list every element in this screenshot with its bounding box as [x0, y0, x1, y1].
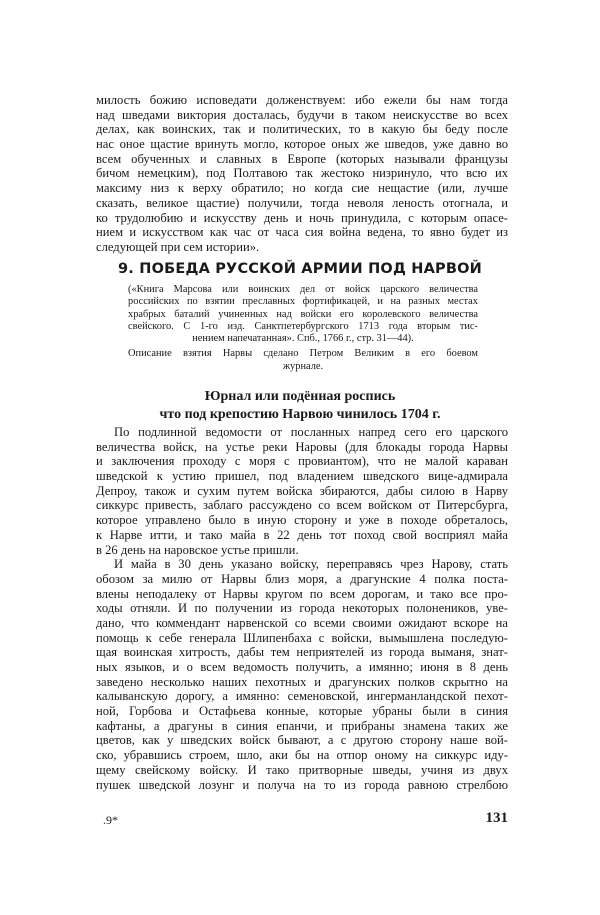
text-line: цветов, как у шведских войск бывают, а с другою сторону наше вой-: [96, 733, 508, 748]
text-line: нас оное щастие вринуть могло, которое оных же шведов, уже давно во: [96, 137, 508, 152]
text-line: над шведами виктория досталась, будучи в таком неискусстве во всех: [96, 107, 508, 122]
top-paragraph: [96, 93, 508, 255]
text-line: пушек шведской лозунг и получа на то из города равною стрелбою: [96, 777, 508, 792]
text-line: ной, Горбова и Остафьева конные, которые убраны были в синия: [96, 704, 508, 719]
text-line: ко трудолюбию и искусству день и ночь принудила, с которым опасе-: [96, 210, 508, 225]
text-line: помощь к себе генерала Шлипенбаха с войски, вымышлена последую-: [96, 630, 508, 645]
citation-line: российских по взятии преславных фортификацей, и на разных местах: [128, 296, 478, 308]
section-heading: 9. ПОБЕДА РУССКОЙ АРМИИ ПОД НАРВОЙ: [117, 261, 483, 277]
text-line: ходы отняли. И по получении из города некоторых полонеников, уве-: [96, 601, 508, 616]
text-line: шведской к устию пришел, под владением шведского вице-адмирала: [96, 469, 508, 484]
text-line: ных языков, и о всем ведомость получить, а имянно; июня в 8 день: [96, 660, 508, 674]
text-line: заведено несколько наших пехотных и драгунских полков скрытно на: [96, 674, 508, 689]
note-line: Описание взятия Нарвы сделано Петром Великим в его боевом: [128, 348, 478, 360]
subheading-line: что под крепостию Нарвою чинилось 1704 г.: [159, 407, 441, 422]
text-line: нием и искусством как час от часа сия война ведена, то явно будет из: [96, 225, 508, 240]
citation-line: нением напечатанная». Спб., 1766 г., стр. 31—44).: [192, 333, 414, 345]
text-line: следующей при сем истории».: [96, 239, 260, 254]
text-line: сказать, великое щастие) получили, тогда неволя леность отогнала, и: [96, 195, 508, 210]
text-line: милость божию исповедати долженствуем: ибо ежели бы нам тогда: [96, 93, 508, 107]
text-line: обозом за милю от Нарвы близ моря, а драгунские 4 полка поста-: [96, 571, 508, 586]
text-line: всем обученных и славных в Европе (которых называли французы: [96, 151, 508, 166]
page-number: 131: [485, 810, 508, 826]
citation-line: храбрых баталий учиненных над войски его королевского величества: [128, 308, 478, 320]
signature-mark: .9*: [103, 813, 118, 827]
text-line: дано, что коммендант нарвенской со всеми своими ожидают вскоре на: [96, 615, 508, 630]
text-line: щему свейскому войску. И тако притворные шведы, учиня из двух: [96, 762, 508, 777]
text-line: ско, убравшись строем, шло, аки бы на отпор оному на сиккурс иду-: [96, 748, 508, 763]
text-line: сиккурс привесть, заблаго рассуждено со всем войском от Питерсбурга,: [96, 498, 508, 513]
text-line: По подлинной ведомости от посланных напред сего его царского: [114, 425, 508, 439]
text-line: которое управлено было в иную сторону и уже в походе обреталось,: [96, 513, 508, 528]
text-line: и заключения проходу с моря с провиантом), что не малой караван: [96, 454, 508, 469]
citation-line: («Книга Марсова или воинских дел от войск царского величества: [128, 284, 478, 295]
text-line: кафтаны, а драгуны в синия епанчи, и прибраны знамена таких же: [96, 718, 508, 733]
text-line: калыванскую дорогу, а имянно: семеновской, ингерманландской пехот-: [96, 689, 508, 704]
text-line: И майа в 30 день указано войску, переправясь чрез Нарову, стать: [114, 557, 508, 572]
text-line: величества войск, на устье реки Наровы (для блокады города Нарвы: [96, 439, 508, 454]
citation-block: [128, 284, 478, 373]
main-text: [96, 425, 508, 792]
text-line: к Нарве итти, и тако майа в 22 день тот поход свой восприял майа: [96, 527, 508, 542]
text-line: бичом немецким), под Полтавою так жестоко низринуло, что всю их: [96, 166, 508, 181]
subheading-line: Юрнал или подённая роспись: [204, 389, 396, 404]
text-line: максиму низ к верху обратило; но когда сие нещастие (или, лучше: [96, 181, 508, 196]
text-line: в 26 день на наровское устье пришли.: [96, 542, 299, 557]
text-line: Депроу, також и сухим путем войска збираются, дабы силою в Нарву: [96, 483, 508, 498]
text-line: делах, как воинских, так и политических, то в какую бы беду после: [96, 122, 508, 137]
text-line: щая воинская хитрость, дабы тем неприятелей из города выманя, знат-: [96, 645, 508, 660]
text-line: влены неподалеку от Нарвы кругом по всем дорогам, и тако все про-: [96, 586, 508, 601]
citation-line: свейского. С 1-го изд. Санктпетербургского 1713 года вторым тис-: [128, 320, 478, 332]
note-line: журнале.: [282, 360, 324, 372]
subheading: [0, 388, 600, 424]
